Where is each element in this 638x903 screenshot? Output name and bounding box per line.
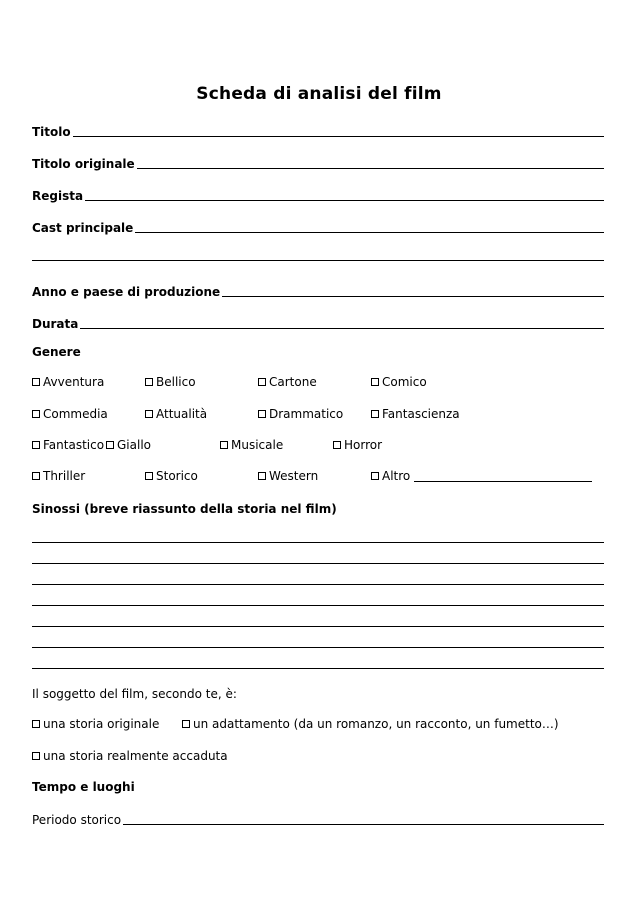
genre-option-avventura[interactable]: Avventura [32, 375, 104, 389]
genre-option-comico[interactable]: Comico [371, 375, 427, 389]
checkbox-icon[interactable] [258, 378, 266, 386]
sinossi-line[interactable] [32, 647, 604, 648]
sinossi-line[interactable] [32, 542, 604, 543]
genre-option-bellico[interactable]: Bellico [145, 375, 196, 389]
checkbox-icon[interactable] [145, 410, 153, 418]
checkbox-icon[interactable] [32, 441, 40, 449]
field-label-periodo-storico: Periodo storico [32, 813, 122, 827]
blank-line-titolo-originale[interactable] [137, 168, 604, 169]
blank-line-periodo-storico[interactable] [123, 824, 604, 825]
genre-option-attualita[interactable]: Attualità [145, 407, 207, 421]
genre-option-cartone[interactable]: Cartone [258, 375, 317, 389]
page-title: Scheda di analisi del film [196, 84, 442, 104]
field-cast [32, 219, 604, 235]
genre-option-commedia[interactable]: Commedia [32, 407, 108, 421]
checkbox-icon[interactable] [32, 720, 40, 728]
blank-line-altro[interactable] [414, 481, 592, 482]
field-label-cast: Cast principale [32, 221, 134, 235]
field-label-titolo-originale: Titolo originale [32, 157, 135, 171]
sinossi-heading: Sinossi (breve riassunto della storia nel film) [32, 502, 337, 516]
sinossi-line[interactable] [32, 605, 604, 606]
sinossi-line[interactable] [32, 668, 604, 669]
checkbox-icon[interactable] [32, 472, 40, 480]
field-titolo [32, 123, 604, 139]
genre-option-altro[interactable]: Altro [371, 469, 592, 483]
genre-option-drammatico[interactable]: Drammatico [258, 407, 343, 421]
field-label-titolo: Titolo [32, 125, 71, 139]
genre-option-thriller[interactable]: Thriller [32, 469, 85, 483]
genre-option-storico[interactable]: Storico [145, 469, 198, 483]
checkbox-icon[interactable] [371, 472, 379, 480]
blank-line-anno-paese[interactable] [222, 296, 604, 297]
sinossi-line[interactable] [32, 584, 604, 585]
genere-heading: Genere [32, 345, 81, 359]
blank-line-titolo[interactable] [73, 136, 604, 137]
field-label-anno-paese: Anno e paese di produzione [32, 285, 221, 299]
checkbox-icon[interactable] [258, 472, 266, 480]
field-label-regista: Regista [32, 189, 84, 203]
checkbox-icon[interactable] [182, 720, 190, 728]
field-regista [32, 187, 604, 203]
checkbox-icon[interactable] [371, 378, 379, 386]
checkbox-icon[interactable] [371, 410, 379, 418]
field-periodo-storico [32, 811, 604, 827]
tempo-luoghi-heading: Tempo e luoghi [32, 780, 135, 794]
sinossi-line[interactable] [32, 626, 604, 627]
field-label-durata: Durata [32, 317, 79, 331]
genre-option-horror[interactable]: Horror [333, 438, 382, 452]
checkbox-icon[interactable] [220, 441, 228, 449]
genre-option-giallo[interactable]: Giallo [106, 438, 151, 452]
checkbox-icon[interactable] [32, 752, 40, 760]
genre-option-musicale[interactable]: Musicale [220, 438, 283, 452]
blank-line-regista[interactable] [85, 200, 604, 201]
field-durata [32, 315, 604, 331]
checkbox-icon[interactable] [32, 378, 40, 386]
genre-option-fantastico[interactable]: Fantastico [32, 438, 104, 452]
checkbox-icon[interactable] [145, 378, 153, 386]
soggetto-option-realmente-accaduta[interactable]: una storia realmente accaduta [32, 749, 228, 763]
checkbox-icon[interactable] [106, 441, 114, 449]
blank-line-cast[interactable] [135, 232, 604, 233]
genre-option-western[interactable]: Western [258, 469, 318, 483]
soggetto-question: Il soggetto del film, secondo te, è: [32, 687, 237, 701]
soggetto-option-adattamento[interactable]: un adattamento (da un romanzo, un racconto, un fumetto…) [182, 717, 559, 731]
checkbox-icon[interactable] [258, 410, 266, 418]
blank-line-cast-2[interactable] [32, 260, 604, 261]
genre-option-fantascienza[interactable]: Fantascienza [371, 407, 460, 421]
field-anno-paese [32, 283, 604, 299]
soggetto-option-originale[interactable]: una storia originale [32, 717, 159, 731]
field-titolo-originale [32, 155, 604, 171]
checkbox-icon[interactable] [32, 410, 40, 418]
checkbox-icon[interactable] [145, 472, 153, 480]
blank-line-durata[interactable] [80, 328, 604, 329]
checkbox-icon[interactable] [333, 441, 341, 449]
sinossi-line[interactable] [32, 563, 604, 564]
